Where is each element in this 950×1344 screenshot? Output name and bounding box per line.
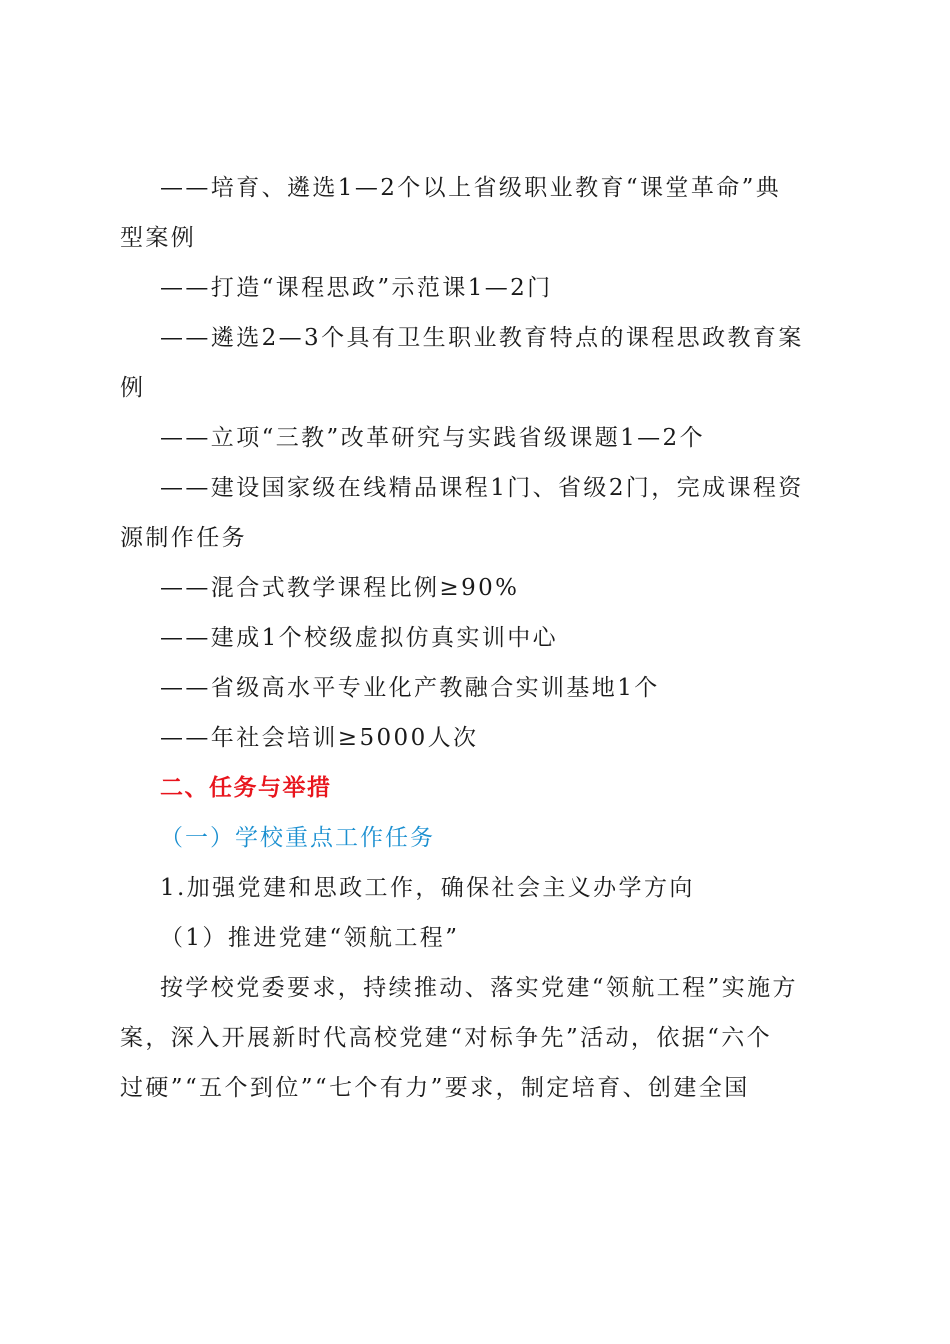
- target-6-line: ——混合式教学课程比例≥90%: [160, 575, 520, 601]
- paragraph-line-3: 过硬”“五个到位”“七个有力”要求，制定培育、创建全国: [120, 1075, 750, 1101]
- target-1-line: ——培育、遴选1—2个以上省级职业教育“课堂革命”典: [160, 175, 782, 201]
- paragraph-line-2: 案，深入开展新时代高校党建“对标争先”活动，依据“六个: [120, 1025, 773, 1051]
- target-9-line: ——年社会培训≥5000人次: [160, 725, 479, 751]
- target-3-continuation: 例: [120, 375, 146, 401]
- section-heading: 二、任务与举措: [160, 775, 332, 801]
- target-4-line: ——立项“三教”改革研究与实践省级课题1—2个: [160, 425, 705, 451]
- target-3-line: ——遴选2—3个具有卫生职业教育特点的课程思政教育案: [160, 325, 804, 351]
- target-5-continuation: 源制作任务: [120, 525, 247, 551]
- target-2-line: ——打造“课程思政”示范课1—2门: [160, 275, 553, 301]
- subsection-heading: （一）学校重点工作任务: [160, 825, 435, 851]
- document-page: [120, 163, 820, 1113]
- paragraph-line-1: 按学校党委要求，持续推动、落实党建“领航工程”实施方: [160, 975, 798, 1001]
- target-5-line: ——建设国家级在线精品课程1门、省级2门，完成课程资: [160, 475, 804, 501]
- item-1-heading: 1.加强党建和思政工作，确保社会主义办学方向: [160, 875, 695, 901]
- target-8-line: ——省级高水平专业化产教融合实训基地1个: [160, 675, 660, 701]
- target-7-line: ——建成1个校级虚拟仿真实训中心: [160, 625, 559, 651]
- target-1-continuation: 型案例: [120, 225, 197, 251]
- item-1-1-heading: （1）推进党建“领航工程”: [160, 925, 460, 951]
